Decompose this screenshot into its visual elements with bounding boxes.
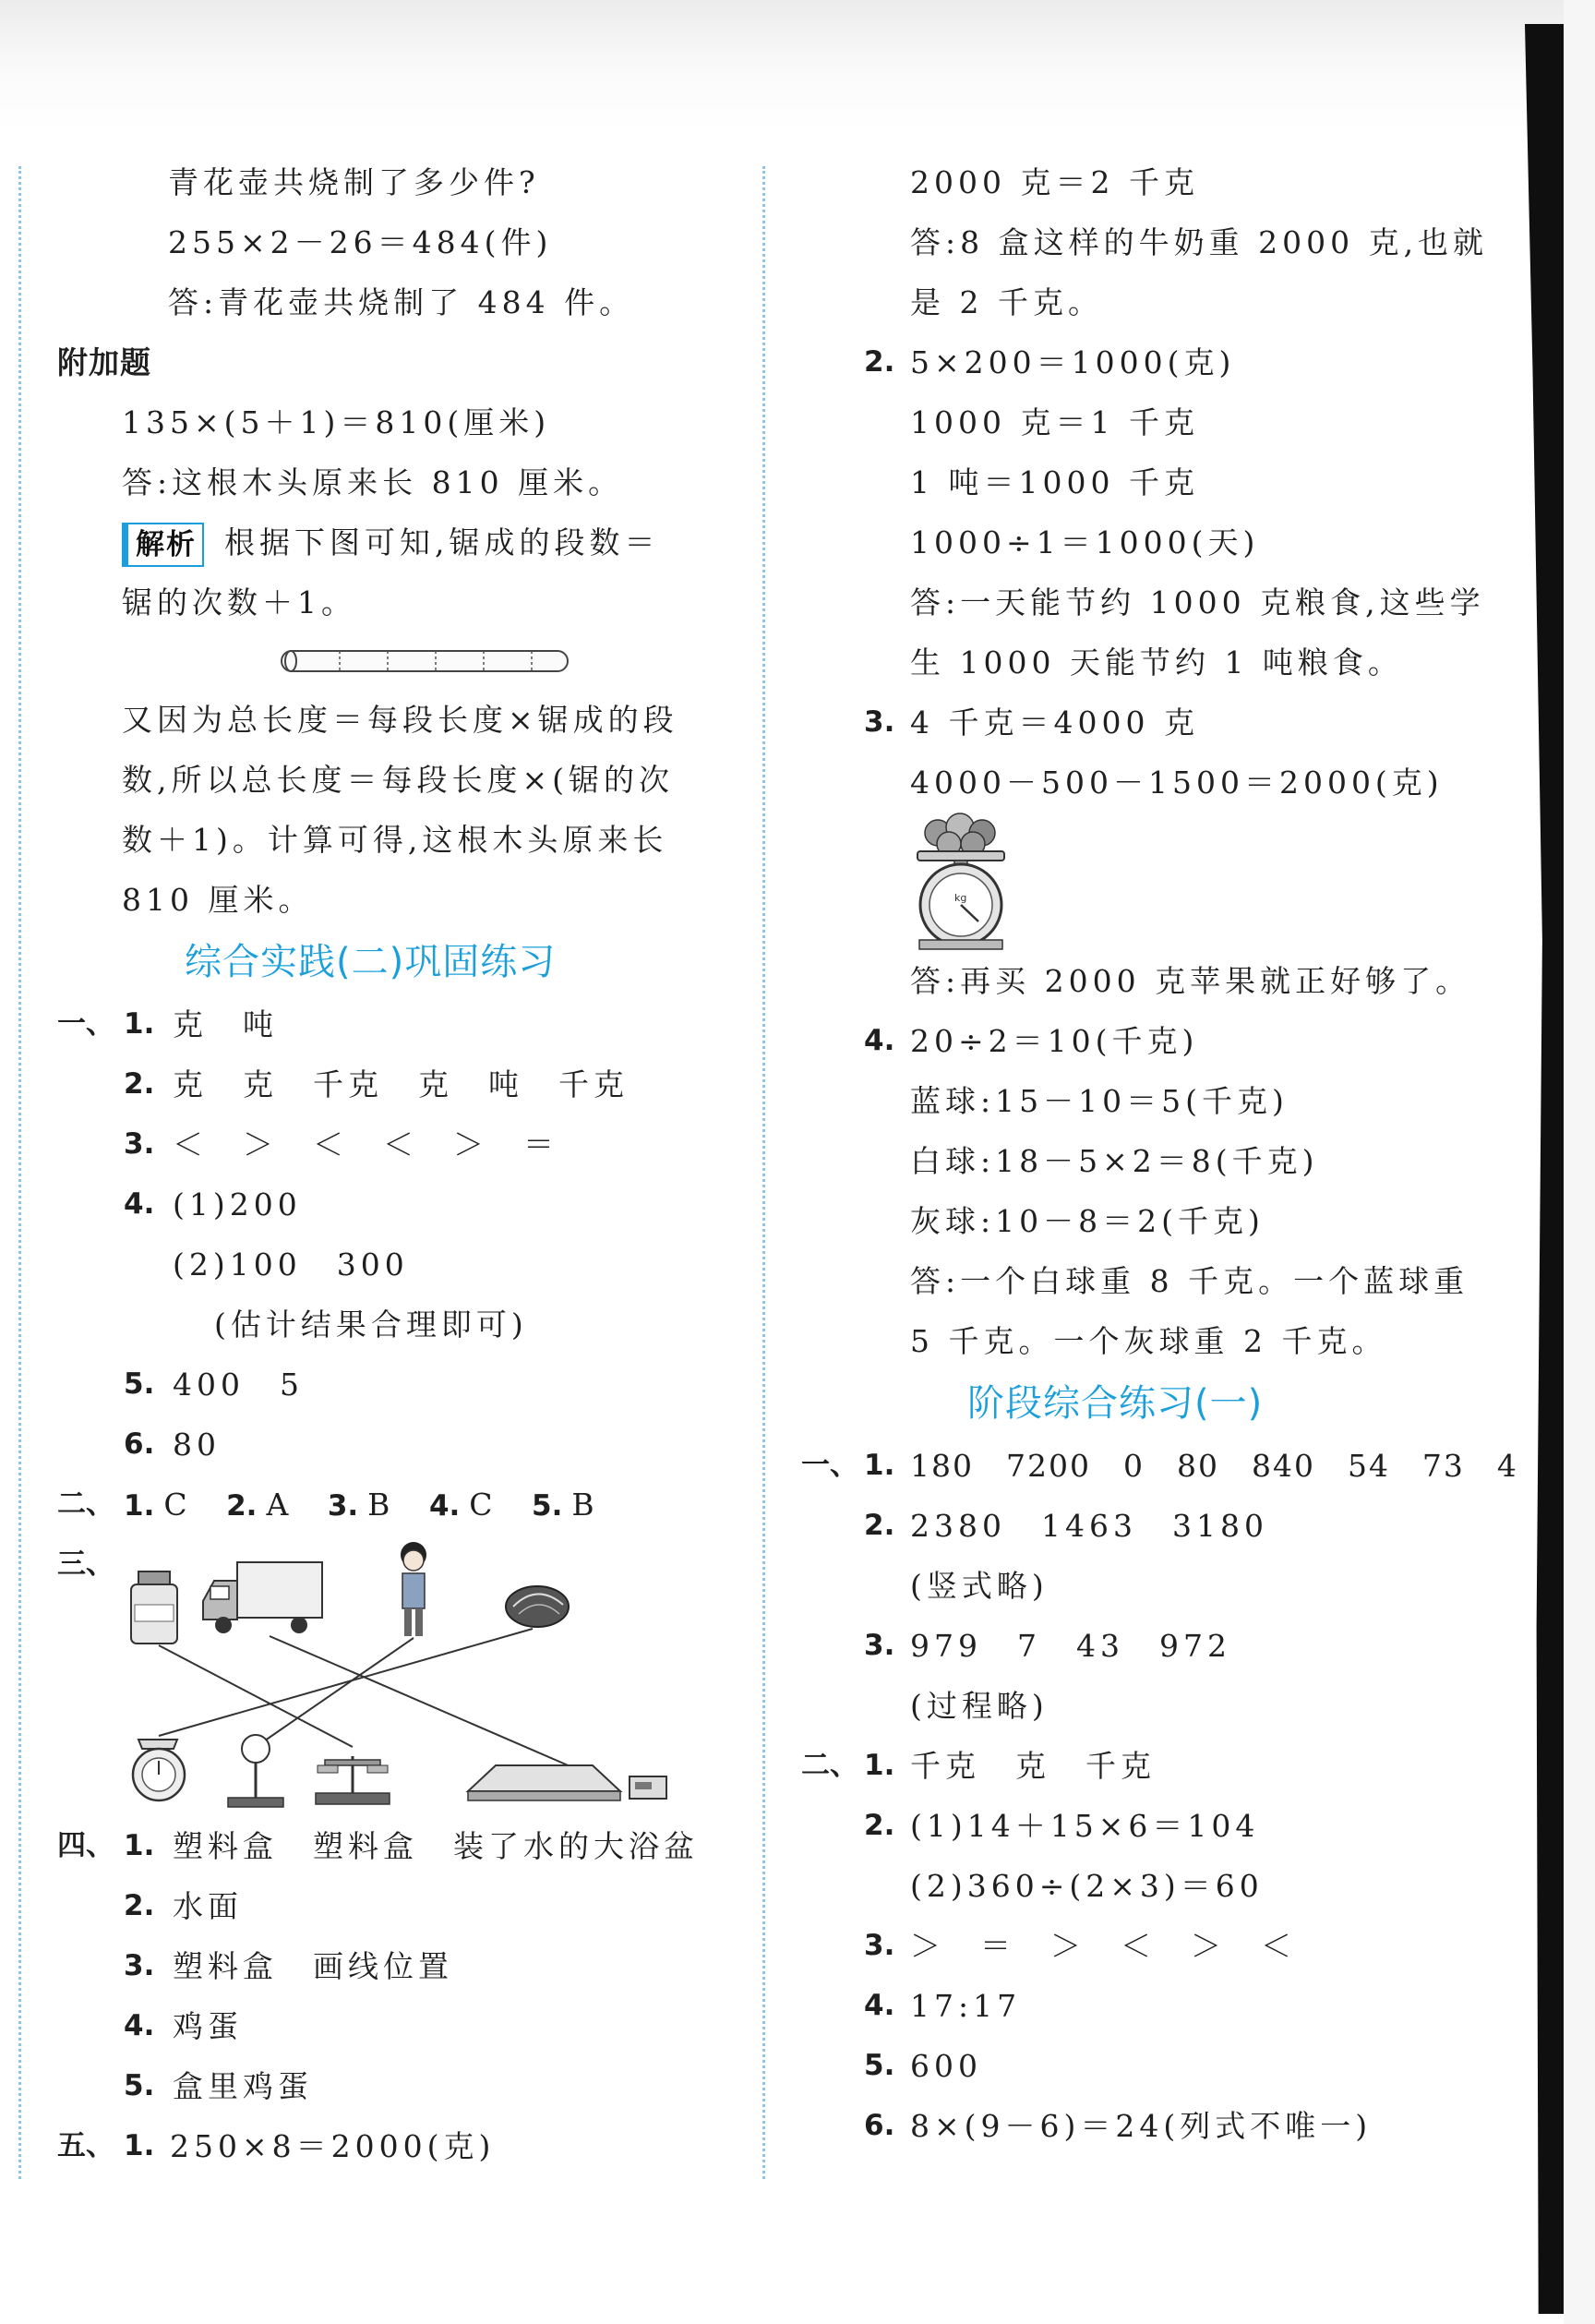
r-q3 xyxy=(801,692,1503,753)
answer-line: 答:青花壶共烧制了 484 件。 xyxy=(168,284,635,320)
item-text: 979 7 43 972 xyxy=(910,1628,1231,1664)
answer-line: 青花壶共烧制了多少件? xyxy=(168,164,540,200)
scale-unit-label: kg xyxy=(954,892,967,904)
right-column xyxy=(801,152,1518,2156)
item-number: 3. xyxy=(124,1127,155,1161)
item-number: 3. xyxy=(864,1629,895,1662)
r-s2-3 xyxy=(801,1916,1503,1976)
match-line xyxy=(270,1636,579,1770)
q4-1 xyxy=(57,1816,740,1876)
section-number: 一、 xyxy=(801,1449,858,1482)
answer-line: 灰球:10－8＝2(千克) xyxy=(910,1203,1265,1239)
item-text: ＜ ＞ ＜ ＜ ＞ ＝ xyxy=(173,1126,558,1162)
item-text: 鸡蛋 xyxy=(173,2008,243,2044)
answer-line: 答:一个白球重 8 千克。一个蓝球重 xyxy=(910,1263,1469,1299)
r-q4 xyxy=(801,1011,1503,1071)
analysis-badge: 解析 xyxy=(122,523,204,567)
answer-line: 生 1000 天能节约 1 吨粮食。 xyxy=(910,644,1403,680)
item-text: 80 xyxy=(173,1427,221,1463)
item-text: 塑料盒 画线位置 xyxy=(173,1948,453,1984)
answer-line: 是 2 千克。 xyxy=(910,284,1103,320)
analysis-line xyxy=(57,512,740,572)
section-number: 一、 xyxy=(57,1007,114,1041)
item-text: ＞ ＝ ＞ ＜ ＞ ＜ xyxy=(910,1928,1296,1964)
item-note: (估计结果合理即可) xyxy=(214,1306,528,1343)
item-text: 400 5 xyxy=(173,1367,304,1403)
q1-5 xyxy=(57,1355,740,1415)
q4-3 xyxy=(57,1936,740,1996)
item-number: 1. xyxy=(864,1449,895,1482)
q4-5 xyxy=(57,2056,740,2116)
q2-choices xyxy=(57,1475,740,1535)
choice-answer: C xyxy=(163,1487,192,1523)
item-text: 塑料盒 塑料盒 装了水的大浴盆 xyxy=(173,1828,699,1864)
match-line xyxy=(159,1645,353,1747)
answer-line: 135×(5＋1)＝810(厘米) xyxy=(122,404,551,440)
item-number: 2. xyxy=(864,345,895,379)
extra-question-title: 附加题 xyxy=(57,344,151,380)
sawn-log-figure xyxy=(57,632,740,690)
item-text: 250×8＝2000(克) xyxy=(170,2128,496,2164)
apple-scale-figure xyxy=(801,813,1503,951)
answer-line: 蓝球:15－10＝5(千克) xyxy=(910,1083,1289,1119)
medicine-bottle-icon xyxy=(131,1571,177,1644)
item-number: 5. xyxy=(864,2049,895,2082)
choice-answer: A xyxy=(266,1487,294,1523)
matching-question xyxy=(57,1535,740,1816)
scale-base xyxy=(919,940,1002,949)
section-number: 三、 xyxy=(57,1547,114,1581)
item-number: 3. xyxy=(327,1489,359,1523)
item-number: 2. xyxy=(864,1809,895,1842)
item-number: 5. xyxy=(532,1489,563,1523)
page-edge xyxy=(1564,0,1595,2324)
section-heading: 阶段综合练习(一) xyxy=(967,1382,1264,1425)
analysis-text: 根据下图可知,锯成的段数＝ xyxy=(224,524,660,560)
item-number: 1. xyxy=(864,1749,895,1782)
item-number: 1. xyxy=(124,1489,155,1523)
item-number: 4. xyxy=(124,2009,155,2042)
book-binding-shadow xyxy=(1525,24,1564,2314)
r-s2-1 xyxy=(801,1736,1503,1796)
choice-answer: B xyxy=(571,1487,599,1523)
match-line xyxy=(159,1629,533,1736)
q4-2 xyxy=(57,1876,740,1936)
item-text: 180 7200 0 80 840 54 73 4 xyxy=(910,1448,1518,1484)
r-s2-4 xyxy=(801,1976,1503,2036)
dial-scale-icon xyxy=(133,1740,185,1800)
q1-4 xyxy=(57,1174,740,1234)
r-s1-2 xyxy=(801,1496,1503,1556)
analysis-line: 数＋1)。计算可得,这根木头原来长 xyxy=(122,822,668,858)
scale-tray xyxy=(917,851,1004,861)
q4-4 xyxy=(57,1996,740,2056)
truck-icon xyxy=(203,1562,322,1633)
analysis-line: 锯的次数＋1。 xyxy=(122,584,356,620)
answer-line: 2000 克＝2 千克 xyxy=(910,164,1199,200)
item-number: 4. xyxy=(864,1989,895,2022)
cabbage-icon xyxy=(506,1586,569,1627)
r-s2-6 xyxy=(801,2096,1503,2156)
section-number: 二、 xyxy=(801,1749,858,1782)
left-margin-guide xyxy=(18,166,21,2179)
item-number: 5. xyxy=(124,1367,155,1401)
section-heading: 综合实践(二)巩固练习 xyxy=(185,941,557,983)
item-text: 4 千克＝4000 克 xyxy=(910,704,1199,741)
item-number: 3. xyxy=(864,1929,895,1962)
q5-1 xyxy=(57,2116,740,2176)
item-text: (1)200 xyxy=(173,1186,302,1222)
log-body xyxy=(282,651,568,671)
item-text: (2)100 300 xyxy=(173,1246,409,1282)
item-text: (2)360÷(2×3)＝60 xyxy=(910,1868,1264,1904)
item-number: 1. xyxy=(124,2129,155,2162)
item-text: 5×200＝1000(克) xyxy=(910,344,1236,380)
q1-6 xyxy=(57,1415,740,1475)
item-number: 1. xyxy=(124,1829,155,1862)
answer-line: 答:这根木头原来长 810 厘米。 xyxy=(122,464,624,500)
item-number: 4. xyxy=(428,1489,461,1523)
item-number: 5. xyxy=(124,2069,155,2102)
item-text: 20÷2＝10(千克) xyxy=(910,1023,1199,1059)
answer-line: 255×2－26＝484(件) xyxy=(168,224,553,260)
item-note: (过程略) xyxy=(910,1688,1049,1724)
answer-line: 答:8 盒这样的牛奶重 2000 克,也就 xyxy=(910,224,1489,260)
choice-answer: B xyxy=(367,1487,395,1523)
answer-line: 白球:18－5×2＝8(千克) xyxy=(910,1143,1319,1179)
answer-line: 5 千克。一个灰球重 2 千克。 xyxy=(910,1323,1387,1359)
item-note: (竖式略) xyxy=(910,1568,1049,1604)
item-number: 6. xyxy=(864,2109,895,2142)
analysis-line: 810 厘米。 xyxy=(122,882,314,918)
answer-line: 1000÷1＝1000(天) xyxy=(910,524,1260,560)
item-text: 盒里鸡蛋 xyxy=(173,2068,313,2104)
item-text: 17:17 xyxy=(910,1988,1022,2024)
item-text: 600 xyxy=(910,2048,982,2084)
r-s2-5 xyxy=(801,2036,1503,2096)
apple-icon xyxy=(925,813,995,856)
item-text: 克 克 千克 克 吨 千克 xyxy=(173,1066,629,1102)
section-number: 二、 xyxy=(57,1487,114,1521)
item-text: 2380 1463 3180 xyxy=(910,1508,1268,1544)
answer-line: 答:再买 2000 克苹果就正好够了。 xyxy=(910,963,1471,999)
boy-icon xyxy=(401,1542,426,1636)
item-text: (1)14＋15×6＝104 xyxy=(910,1808,1260,1844)
q1-2 xyxy=(57,1054,740,1114)
balance-scale-icon xyxy=(316,1756,390,1804)
q1-3 xyxy=(57,1114,740,1174)
floor-scale-icon xyxy=(468,1765,666,1800)
scan-top-shade xyxy=(0,0,1595,129)
item-text: 8×(9－6)＝24(列式不唯一) xyxy=(910,2108,1373,2144)
item-text: 克 吨 xyxy=(173,1006,278,1042)
analysis-line: 又因为总长度＝每段长度×锯成的段 xyxy=(122,702,678,738)
q1-1 xyxy=(57,994,740,1054)
choice-list xyxy=(57,1487,599,1523)
item-number: 4. xyxy=(864,1024,895,1057)
r-s2-2 xyxy=(801,1796,1503,1856)
item-number: 3. xyxy=(864,705,895,739)
choice-answer: C xyxy=(469,1487,498,1523)
column-divider xyxy=(762,166,765,2179)
r-s1-1 xyxy=(801,1436,1518,1496)
section-number: 五、 xyxy=(57,2129,114,2162)
item-number: 2. xyxy=(864,1509,895,1542)
item-text: 千克 克 千克 xyxy=(910,1748,1156,1784)
item-text: 水面 xyxy=(173,1888,243,1924)
match-line xyxy=(256,1638,414,1747)
item-number: 6. xyxy=(124,1427,155,1461)
answer-line: 1 吨＝1000 千克 xyxy=(910,464,1199,500)
answer-line: 4000－500－1500＝2000(克) xyxy=(910,765,1444,801)
item-number: 2. xyxy=(124,1889,155,1922)
answer-line: 1000 克＝1 千克 xyxy=(910,404,1199,440)
left-column xyxy=(57,152,740,2176)
r-q2 xyxy=(801,332,1503,392)
r-s1-3 xyxy=(801,1616,1503,1676)
platform-scale-icon xyxy=(228,1735,283,1807)
apple-scale-illustration xyxy=(801,813,1503,951)
item-number: 2. xyxy=(226,1489,258,1523)
weight-matching-figure xyxy=(57,1535,740,1816)
item-number: 2. xyxy=(124,1067,155,1101)
item-number: 1. xyxy=(124,1007,155,1041)
item-number: 4. xyxy=(124,1187,155,1221)
log-illustration xyxy=(57,632,740,690)
answer-line: 答:一天能节约 1000 克粮食,这些学 xyxy=(910,584,1485,620)
analysis-line: 数,所以总长度＝每段长度×(锯的次 xyxy=(122,762,675,798)
section-number: 四、 xyxy=(57,1829,114,1862)
item-number: 3. xyxy=(124,1949,155,1982)
